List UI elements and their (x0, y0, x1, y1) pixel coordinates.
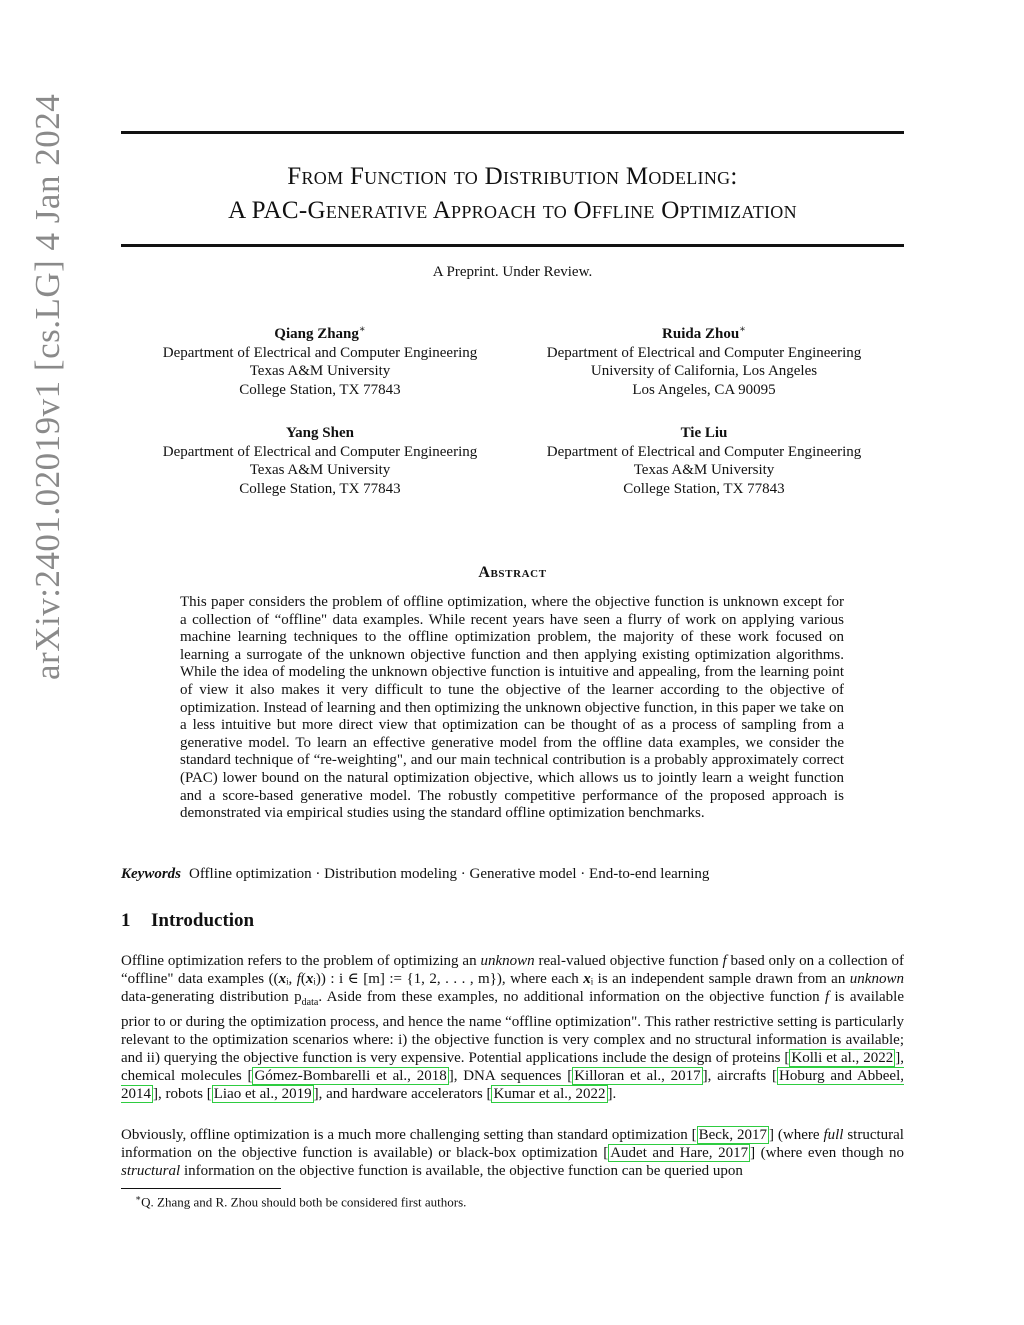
citation-link[interactable]: Hoburg and Abbeel, 2014 (121, 1068, 905, 1103)
intro-paragraph-2: Obviously, offline optimization is a much more challenging setting than standard optimization [ Beck, 2017 ] (where full structural information on the objective function is available) or black-box optimization [ Audet and Hare, 2017 ] (where even though no structural information on the objective function is available, the objective function can be queried upon (121, 1127, 905, 1180)
section-heading (121, 910, 254, 932)
author-block-2 (504, 321, 904, 399)
author-name: Ruida Zhou∗ (662, 324, 746, 342)
author-institution: Texas A&M University (249, 462, 391, 478)
title-rule-top (121, 131, 904, 134)
author-name: Qiang Zhang∗ (274, 324, 366, 342)
author-block-1 (120, 321, 520, 399)
author-location: College Station, TX 77843 (623, 480, 785, 497)
keywords-label: Keywords (121, 866, 181, 882)
author-name: Tie Liu (680, 425, 728, 441)
citation-link[interactable]: Beck, 2017 (698, 1127, 768, 1143)
footnote: ∗Q. Zhang and R. Zhou should both be considered first authors. (135, 1193, 467, 1210)
keywords-text: Offline optimization · Distribution modeling · Generative model · End-to-end learning (189, 866, 710, 882)
author-department: Department of Electrical and Computer Engineering (162, 443, 478, 460)
author-institution: Texas A&M University (249, 363, 391, 379)
citation-link[interactable]: Liao et al., 2019 (213, 1086, 312, 1103)
citation-link[interactable]: Killoran et al., 2017 (574, 1068, 701, 1085)
title-line-2: A PAC-Generative Approach to Offline Optimization (228, 197, 797, 224)
preprint-note: A Preprint. Under Review. (432, 264, 593, 280)
author-institution: Texas A&M University (633, 462, 775, 478)
arxiv-identifier: arXiv:2401.02019v1 [cs.LG] 4 Jan 2024 (28, 93, 67, 680)
citation-link[interactable]: Audet and Hare, 2017 (610, 1145, 749, 1162)
author-block-4 (504, 424, 904, 498)
section-title: Introduction (151, 910, 255, 931)
abstract-text: This paper considers the problem of offline optimization, where the objective function is unknown except for a collection of “offline" data examples. While recent years have seen a flurry of work on applying various machine learning techniques to the offline optimization problem, the majority of these work focused on learning a surrogate of the unknown objective function and then applying existing optimization algorithms. While the idea of modeling the unknown objective function is intuitive and appealing, from the learning point of view it also makes it very difficult to tune the objective of the learner according to the objective of optimization. Instead of learning and then optimizing the unknown objective function, in this paper we take on a less intuitive but more direct view that optimization can be thought of as a process of sampling from a generative model. To learn an effective generative model from the offline data examples, we consider the standard technique of “re-weighting", and our main technical contribution is a probably approximately correct (PAC) lower bound on the natural optimization objective, which allows us to jointly learn a weight function and a score-based generative model. The robustly competitive performance of the proposed approach is demonstrated via empirical studies using the standard offline optimization benchmarks. (180, 594, 844, 822)
author-location: College Station, TX 77843 (239, 480, 401, 497)
author-location: College Station, TX 77843 (239, 381, 401, 398)
author-name: Yang Shen (286, 425, 354, 441)
section-number: 1 (121, 910, 131, 931)
paper-title (121, 160, 904, 228)
author-location: Los Angeles, CA 90095 (632, 381, 776, 398)
title-rule-bottom (121, 244, 904, 247)
author-department: Department of Electrical and Computer Engineering (162, 344, 478, 361)
abstract-heading: Abstract (478, 564, 547, 581)
author-block-3 (120, 424, 520, 498)
footnote-rule (121, 1188, 281, 1189)
intro-paragraph-1: Offline optimization refers to the problem of optimizing an unknown real-valued objective function f based only on a collection of “offline" data examples ((xᵢ, f(xᵢ)) : i ∈ [m] := {1, 2, . . . , m}), where each xᵢ is an independent sample drawn from an unknown data-generating distribution $p_{data}$. Aside from these examples, no additional information on the objective function f is available prior to or during the optimization process, and hence the name “offline optimization". This rather restrictive setting is particularly relevant to the optimization scenarios where: i) the objective function is very complex and no structural information is available; and ii) querying the objective function is very expensive. Potential applications include the design of proteins [ Kolli et al., 2022 ], chemical molecules [ Gómez-Bombarelli et al., 2018 ], DNA sequences [ Killoran et al., 2017 ], aircrafts [ Hoburg and Abbeel, 2014 ], robots [ Liao et al., 2019 ], and hardware accelerators [ Kumar et al., 2022 ]. (121, 953, 905, 1103)
keywords-line (121, 866, 904, 883)
author-institution: University of California, Los Angeles (590, 363, 818, 379)
citation-link[interactable]: Kumar et al., 2022 (493, 1086, 606, 1103)
author-department: Department of Electrical and Computer Engineering (546, 344, 862, 361)
author-department: Department of Electrical and Computer Engineering (546, 443, 862, 460)
citation-link[interactable]: Gómez-Bombarelli et al., 2018 (254, 1068, 447, 1085)
citation-link[interactable]: Kolli et al., 2022 (791, 1050, 894, 1067)
title-line-1: From Function to Distribution Modeling: (287, 163, 738, 190)
